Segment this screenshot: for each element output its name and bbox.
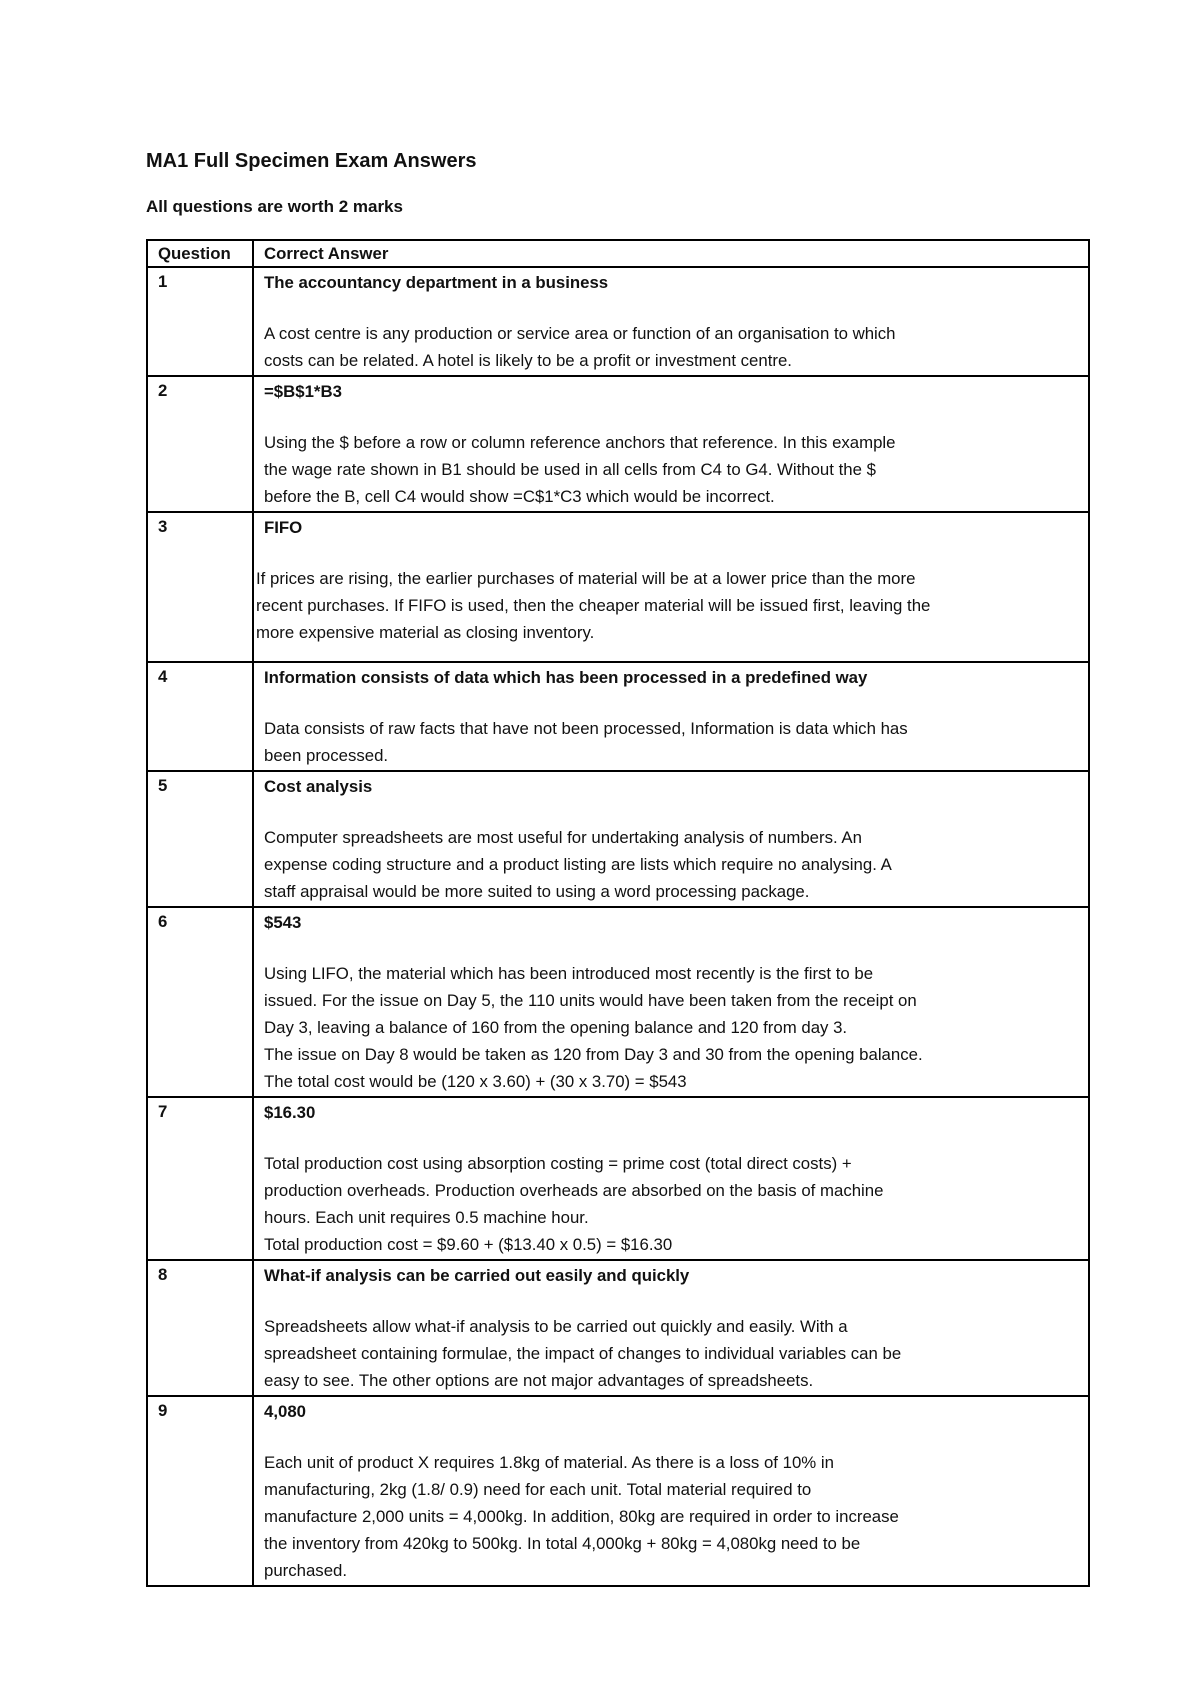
answer-cell (253, 512, 1089, 662)
answer-cell (253, 1097, 1089, 1260)
explanation-line: Using the $ before a row or column reference anchors that reference. In this example (264, 433, 896, 452)
answer-cell (253, 376, 1089, 512)
question-number: 3 (147, 512, 253, 662)
correct-answer: =$B$1*B3 (264, 382, 342, 401)
explanation-line: If prices are rising, the earlier purchases of material will be at a lower price than the more (256, 569, 916, 588)
answer-explanation (264, 715, 1078, 769)
explanation-line: The issue on Day 8 would be taken as 120 from Day 3 and 30 from the opening balance. (264, 1045, 923, 1064)
explanation-line: been processed. (264, 746, 389, 765)
question-number: 9 (147, 1396, 253, 1586)
answers-table (146, 239, 1090, 1587)
answer-cell (253, 662, 1089, 771)
explanation-line: Total production cost using absorption costing = prime cost (total direct costs) + (264, 1154, 852, 1173)
explanation-line: more expensive material as closing inventory. (256, 623, 595, 642)
table-header-row (147, 240, 1089, 267)
answer-explanation (264, 1449, 1078, 1584)
explanation-line: hours. Each unit requires 0.5 machine hour. (264, 1208, 589, 1227)
explanation-line: costs can be related. A hotel is likely to be a profit or investment centre. (264, 351, 792, 370)
explanation-line: before the B, cell C4 would show =C$1*C3 which would be incorrect. (264, 487, 775, 506)
table-row (147, 1260, 1089, 1396)
answer-explanation (264, 960, 1078, 1095)
table-row (147, 512, 1089, 662)
question-number: 1 (147, 267, 253, 376)
table-row (147, 662, 1089, 771)
answers-body (147, 267, 1089, 1586)
answer-explanation (264, 320, 1078, 374)
explanation-line: Spreadsheets allow what-if analysis to be carried out quickly and easily. With a (264, 1317, 848, 1336)
explanation-line: the wage rate shown in B1 should be used in all cells from C4 to G4. Without the $ (264, 460, 876, 479)
correct-answer: What-if analysis can be carried out easily and quickly (264, 1266, 690, 1285)
correct-answer: Cost analysis (264, 777, 373, 796)
explanation-line: production overheads. Production overheads are absorbed on the basis of machine (264, 1181, 884, 1200)
table-row (147, 1097, 1089, 1260)
column-header-question: Question (147, 240, 253, 267)
answer-explanation (256, 565, 1078, 646)
correct-answer: 4,080 (264, 1402, 306, 1421)
explanation-line: A cost centre is any production or service area or function of an organisation to which (264, 324, 896, 343)
explanation-line: The total cost would be (120 x 3.60) + (30 x 3.70) = $543 (264, 1072, 687, 1091)
question-number: 8 (147, 1260, 253, 1396)
correct-answer: Information consists of data which has been processed in a predefined way (264, 668, 868, 687)
column-header-answer: Correct Answer (253, 240, 1089, 267)
question-number: 7 (147, 1097, 253, 1260)
table-row (147, 771, 1089, 907)
page-subtitle: All questions are worth 2 marks (146, 197, 403, 216)
answer-explanation (264, 824, 1078, 905)
explanation-line: Computer spreadsheets are most useful for undertaking analysis of numbers. An (264, 828, 862, 847)
explanation-line: manufacturing, 2kg (1.8/ 0.9) need for each unit. Total material required to (264, 1480, 812, 1499)
question-number: 5 (147, 771, 253, 907)
answer-cell (253, 907, 1089, 1097)
correct-answer: FIFO (264, 518, 303, 537)
correct-answer: The accountancy department in a business (264, 273, 609, 292)
table-row (147, 267, 1089, 376)
explanation-line: Total production cost = $9.60 + ($13.40 x 0.5) = $16.30 (264, 1235, 673, 1254)
answer-explanation (264, 429, 1078, 510)
question-number: 4 (147, 662, 253, 771)
explanation-line: Each unit of product X requires 1.8kg of material. As there is a loss of 10% in (264, 1453, 834, 1472)
question-number: 2 (147, 376, 253, 512)
correct-answer: $543 (264, 913, 302, 932)
explanation-line: Using LIFO, the material which has been introduced most recently is the first to be (264, 964, 874, 983)
explanation-line: Data consists of raw facts that have not been processed, Information is data which has (264, 719, 908, 738)
answer-explanation (264, 1313, 1078, 1394)
question-number: 6 (147, 907, 253, 1097)
explanation-line: easy to see. The other options are not major advantages of spreadsheets. (264, 1371, 814, 1390)
explanation-line: issued. For the issue on Day 5, the 110 units would have been taken from the receipt on (264, 991, 917, 1010)
answer-cell (253, 771, 1089, 907)
answer-cell (253, 1396, 1089, 1586)
answer-cell (253, 267, 1089, 376)
table-row (147, 376, 1089, 512)
explanation-line: recent purchases. If FIFO is used, then the cheaper material will be issued first, leaving the (256, 596, 931, 615)
correct-answer: $16.30 (264, 1103, 316, 1122)
answer-cell (253, 1260, 1089, 1396)
explanation-line: purchased. (264, 1561, 348, 1580)
answer-explanation (264, 1150, 1078, 1258)
table-row (147, 1396, 1089, 1586)
explanation-line: manufacture 2,000 units = 4,000kg. In addition, 80kg are required in order to increase (264, 1507, 899, 1526)
table-row (147, 907, 1089, 1097)
explanation-line: expense coding structure and a product listing are lists which require no analysing. A (264, 855, 892, 874)
explanation-line: spreadsheet containing formulae, the impact of changes to individual variables can be (264, 1344, 902, 1363)
page-title: MA1 Full Specimen Exam Answers (146, 150, 477, 172)
explanation-line: Day 3, leaving a balance of 160 from the opening balance and 120 from day 3. (264, 1018, 848, 1037)
explanation-line: staff appraisal would be more suited to using a word processing package. (264, 882, 810, 901)
explanation-line: the inventory from 420kg to 500kg. In total 4,000kg + 80kg = 4,080kg need to be (264, 1534, 861, 1553)
